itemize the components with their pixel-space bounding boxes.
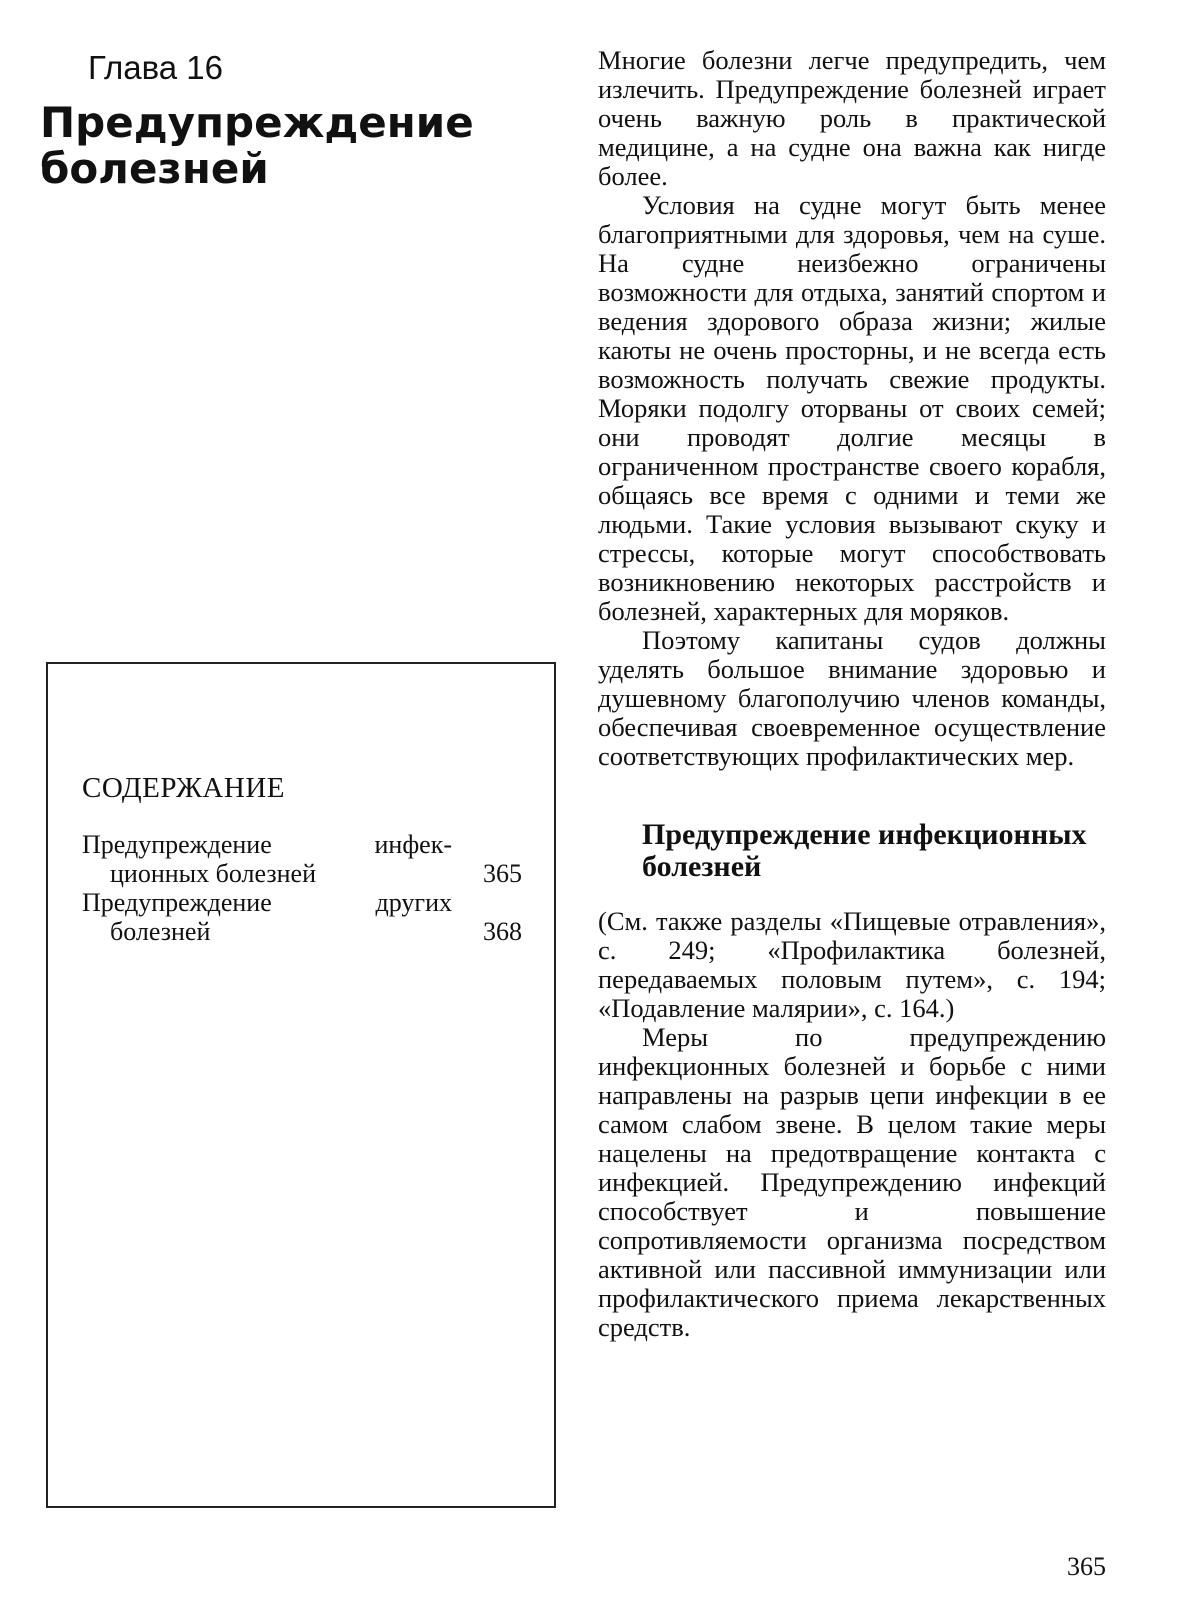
section-heading: Предупреждение инфекционных болезней <box>642 818 1087 883</box>
toc-entry-infectious[interactable] <box>82 830 522 888</box>
page-number: 365 <box>1067 1552 1106 1581</box>
section-paragraph: (См. также разделы «Пищевые отравления», с. 249; «Профилактика болезней, передаваемых половым путем», с. 194; «Подавление малярии», с. 164.) <box>598 906 1106 1023</box>
main-text-column <box>598 46 1106 1342</box>
toc-entry-title-line2: болезней <box>110 917 211 946</box>
chapter-title: Предупреждение болезней <box>40 98 474 193</box>
toc-entry-page: 365 <box>483 859 522 888</box>
body-paragraph: Многие болезни легче предупредить, чем излечить. Предупреждение болезней играет очень важную роль в практической медицине, а на судне она важна как нигде более. <box>598 45 1106 191</box>
toc-entry-title-line1: Предупреждение инфек- <box>82 830 452 859</box>
chapter-label: Глава 16 <box>88 49 224 86</box>
body-paragraph: Условия на судне могут быть менее благоприятными для здоровья, чем на суше. На судне неизбежно ограничены возможности для отдыха, занятий спортом и ведения здорового образа жизни; жилые каюты не очень просторны, и не всегда есть возможность получать свежие продукты. Моряки подолгу оторваны от своих семей; они проводят долгие месяцы в ограниченном пространстве своего корабля, общаясь все время с одними и теми же людьми. Такие условия вызывают скуку и стрессы, которые могут способствовать возникновению некоторых расстройств и болезней, характерных для моряков. <box>598 190 1106 626</box>
toc-entry-title-line1: Предупреждение других <box>82 888 452 917</box>
contents-heading: СОДЕРЖАНИЕ <box>82 772 285 804</box>
toc-entry-title-line2: ционных болезней <box>110 859 316 888</box>
body-paragraph: Поэтому капитаны судов должны уделять большое внимание здоровью и душевному благополучию членов команды, обеспечивая своевременное осуществление соответствующих профилактических мер. <box>598 625 1106 771</box>
toc-entry-page: 368 <box>483 917 522 946</box>
section-paragraph: Меры по предупреждению инфекционных болезней и борьбе с ними направлены на разрыв цепи инфекции в ее самом слабом звене. В целом такие меры нацелены на предотвращение контакта с инфекцией. Предупреждению инфекций способствует и повышение сопротивляемости организма посредством активной или пассивной иммунизации или профилактического приема лекарственных средств. <box>598 1022 1106 1342</box>
toc-entry-other[interactable] <box>82 888 522 946</box>
contents-box <box>46 662 556 1508</box>
